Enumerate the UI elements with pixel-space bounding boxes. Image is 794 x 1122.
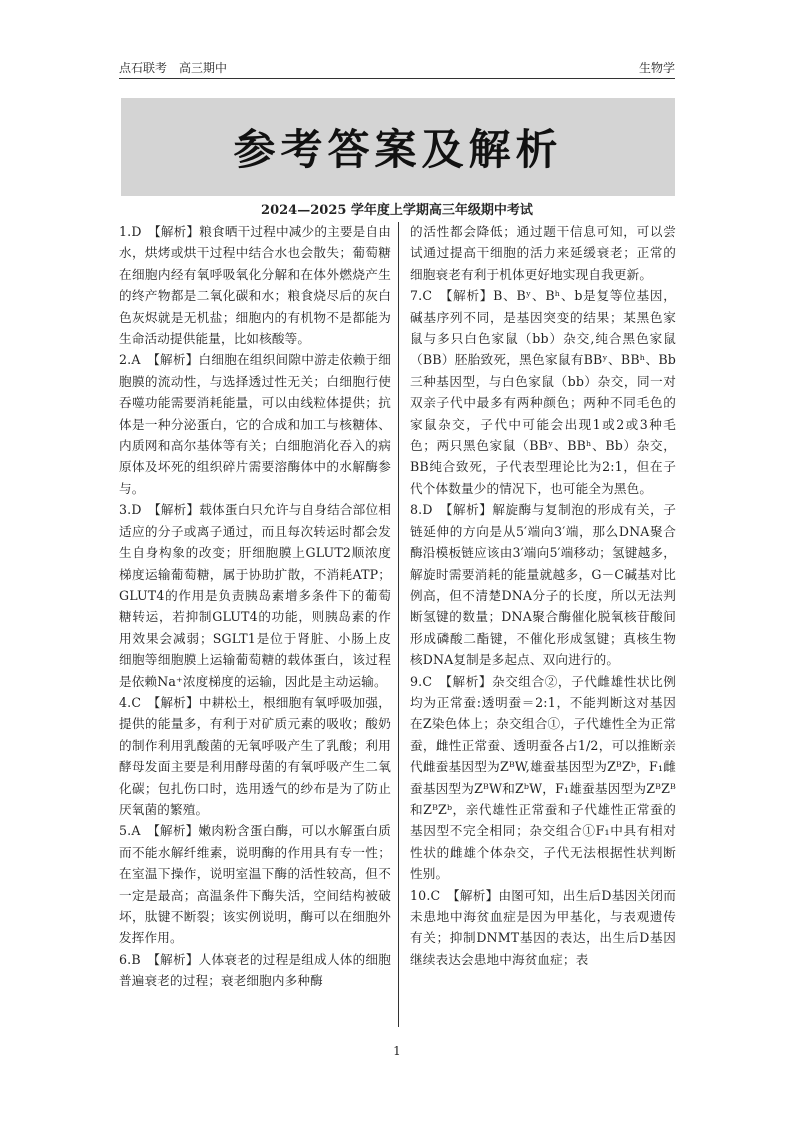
header-subject: 生物学 [638, 61, 675, 75]
answer-paragraph: 的活性都会降低；通过题干信息可知，可以尝试通过提高干细胞的活力来延缓衰老；正常的细胞衰老有利于机体更好地实现自我更新。 [410, 224, 676, 282]
answer-paragraph: 5.A 【解析】嫩肉粉含蛋白酶，可以水解蛋白质而不能水解纤维素，说明酶的作用具有专一性；在室温下操作，说明室温下酶的活性较高，但不一定是最高；高温条件下酶失活，空间结构被破坏，肽键不断裂；该实例说明，酶可以在细胞外发挥作用。 [119, 823, 391, 946]
page-title: 参考答案及解析 [233, 125, 563, 174]
answer-paragraph: 9.C 【解析】杂交组合②，子代雌雄性状比例均为正常蚕:透明蚕＝2:1，不能判断这对基因在Z染色体上；杂交组合①，子代雄性全为正常蚕，雌性正常蚕、透明蚕各占1/2，可以推断亲代雌蚕基因型为ZᴮW,雄蚕基因型为ZᴮZᵇ，F₁雌蚕基因型为ZᴮW和ZᵇW，F₁雄蚕基因型为ZᴮZᴮ和ZᴮZᵇ，亲代雄性正常蚕和子代雄性正常蚕的基因型不完全相同；杂交组合①F₁中具有相对性状的雌雄个体杂交，子代无法根据性状判断性别。 [410, 673, 676, 882]
answer-paragraph: 3.D 【解析】载体蛋白只允许与自身结合部位相适应的分子或离子通过，而且每次转运时都会发生自身构象的改变；肝细胞膜上GLUT2顺浓度梯度运输葡萄糖，属于协助扩散，不消耗ATP；GLUT4的作用是负责胰岛素增多条件下的葡萄糖转运，若抑制GLUT4的功能，则胰岛素的作用效果会减弱；SGLT1是位于肾脏、小肠上皮细胞等细胞膜上运输葡萄糖的载体蛋白，该过程是依赖Na⁺浓度梯度的运输，因此是主动运输。 [119, 502, 391, 689]
answer-paragraph: 6.B 【解析】人体衰老的过程是组成人体的细胞普遍衰老的过程；衰老细胞内多种酶 [119, 951, 391, 989]
answer-paragraph: 1.D 【解析】粮食晒干过程中减少的主要是自由水，烘烤或烘干过程中结合水也会散失；葡萄糖在细胞内经有氧呼吸氧化分解和在体外燃烧产生的终产物都是二氧化碳和水；粮食烧尽后的灰白色灰烬就是无机盐；细胞内的有机物不是都能为生命活动提供能量，比如核酸等。 [119, 224, 391, 347]
column-divider [398, 222, 399, 1027]
page-header [119, 58, 675, 79]
left-column [119, 221, 391, 992]
page-number: 1 [393, 1044, 401, 1058]
answer-paragraph: 2.A 【解析】白细胞在组织间隙中游走依赖于细胞膜的流动性，与选择透过性无关；白细胞行使吞噬功能需要消耗能量，可以由线粒体提供；抗体是一种分泌蛋白，它的合成和加工与核糖体、内质网和高尔基体等有关；白细胞消化吞入的病原体及坏死的组织碎片需要溶酶体中的水解酶参与。 [119, 352, 391, 496]
answer-paragraph: 4.C 【解析】中耕松土，根细胞有氧呼吸加强，提供的能量多，有利于对矿质元素的吸收；酸奶的制作利用乳酸菌的无氧呼吸产生了乳酸；利用酵母发面主要是利用酵母菌的有氧呼吸产生二氧化碳；包扎伤口时，选用透气的纱布是为了防止厌氧菌的繁殖。 [119, 694, 391, 817]
answer-paragraph: 7.C 【解析】B、Bʸ、Bʰ、b是复等位基因，碱基序列不同，是基因突变的结果；某黑色家鼠与多只白色家鼠（bb）杂交,纯合黑色家鼠（BB）胚胎致死，黑色家鼠有BBʸ、BBʰ、Bb三种基因型，与白色家鼠（bb）杂交，同一对双亲子代中最多有两种颜色；两种不同毛色的家鼠杂交，子代中可能会出现1或2或3种毛色；两只黑色家鼠（BBʸ、BBʰ、Bb）杂交，BB纯合致死，子代表型理论比为2:1，但在子代个体数量少的情况下，也可能全为黑色。 [410, 288, 676, 496]
right-column [410, 221, 676, 970]
header-exam-name: 点石联考 高三期中 [119, 61, 228, 75]
title-banner [121, 98, 675, 196]
answer-paragraph: 10.C 【解析】由图可知，出生后D基因关闭而未患地中海贫血症是因为甲基化，与表观遗传有关；抑制DNMT基因的表达，出生后D基因继续表达会患地中海贫血症；表 [410, 887, 676, 967]
answer-paragraph: 8.D 【解析】解旋酶与复制泡的形成有关，子链延伸的方向是从5′端向3′端，那么DNA聚合酶沿模板链应该由3′端向5′端移动；氢键越多，解旋时需要消耗的能量就越多，G－C碱基对比例高，但不清楚DNA分子的长度，所以无法判断氢键的数量；DNA聚合酶催化脱氧核苷酸间形成磷酸二酯键，不催化形成氢键；真核生物核DNA复制是多起点、双向进行的。 [410, 502, 676, 668]
exam-subtitle: 2024—2025 学年度上学期高三年级期中考试 [261, 203, 533, 218]
